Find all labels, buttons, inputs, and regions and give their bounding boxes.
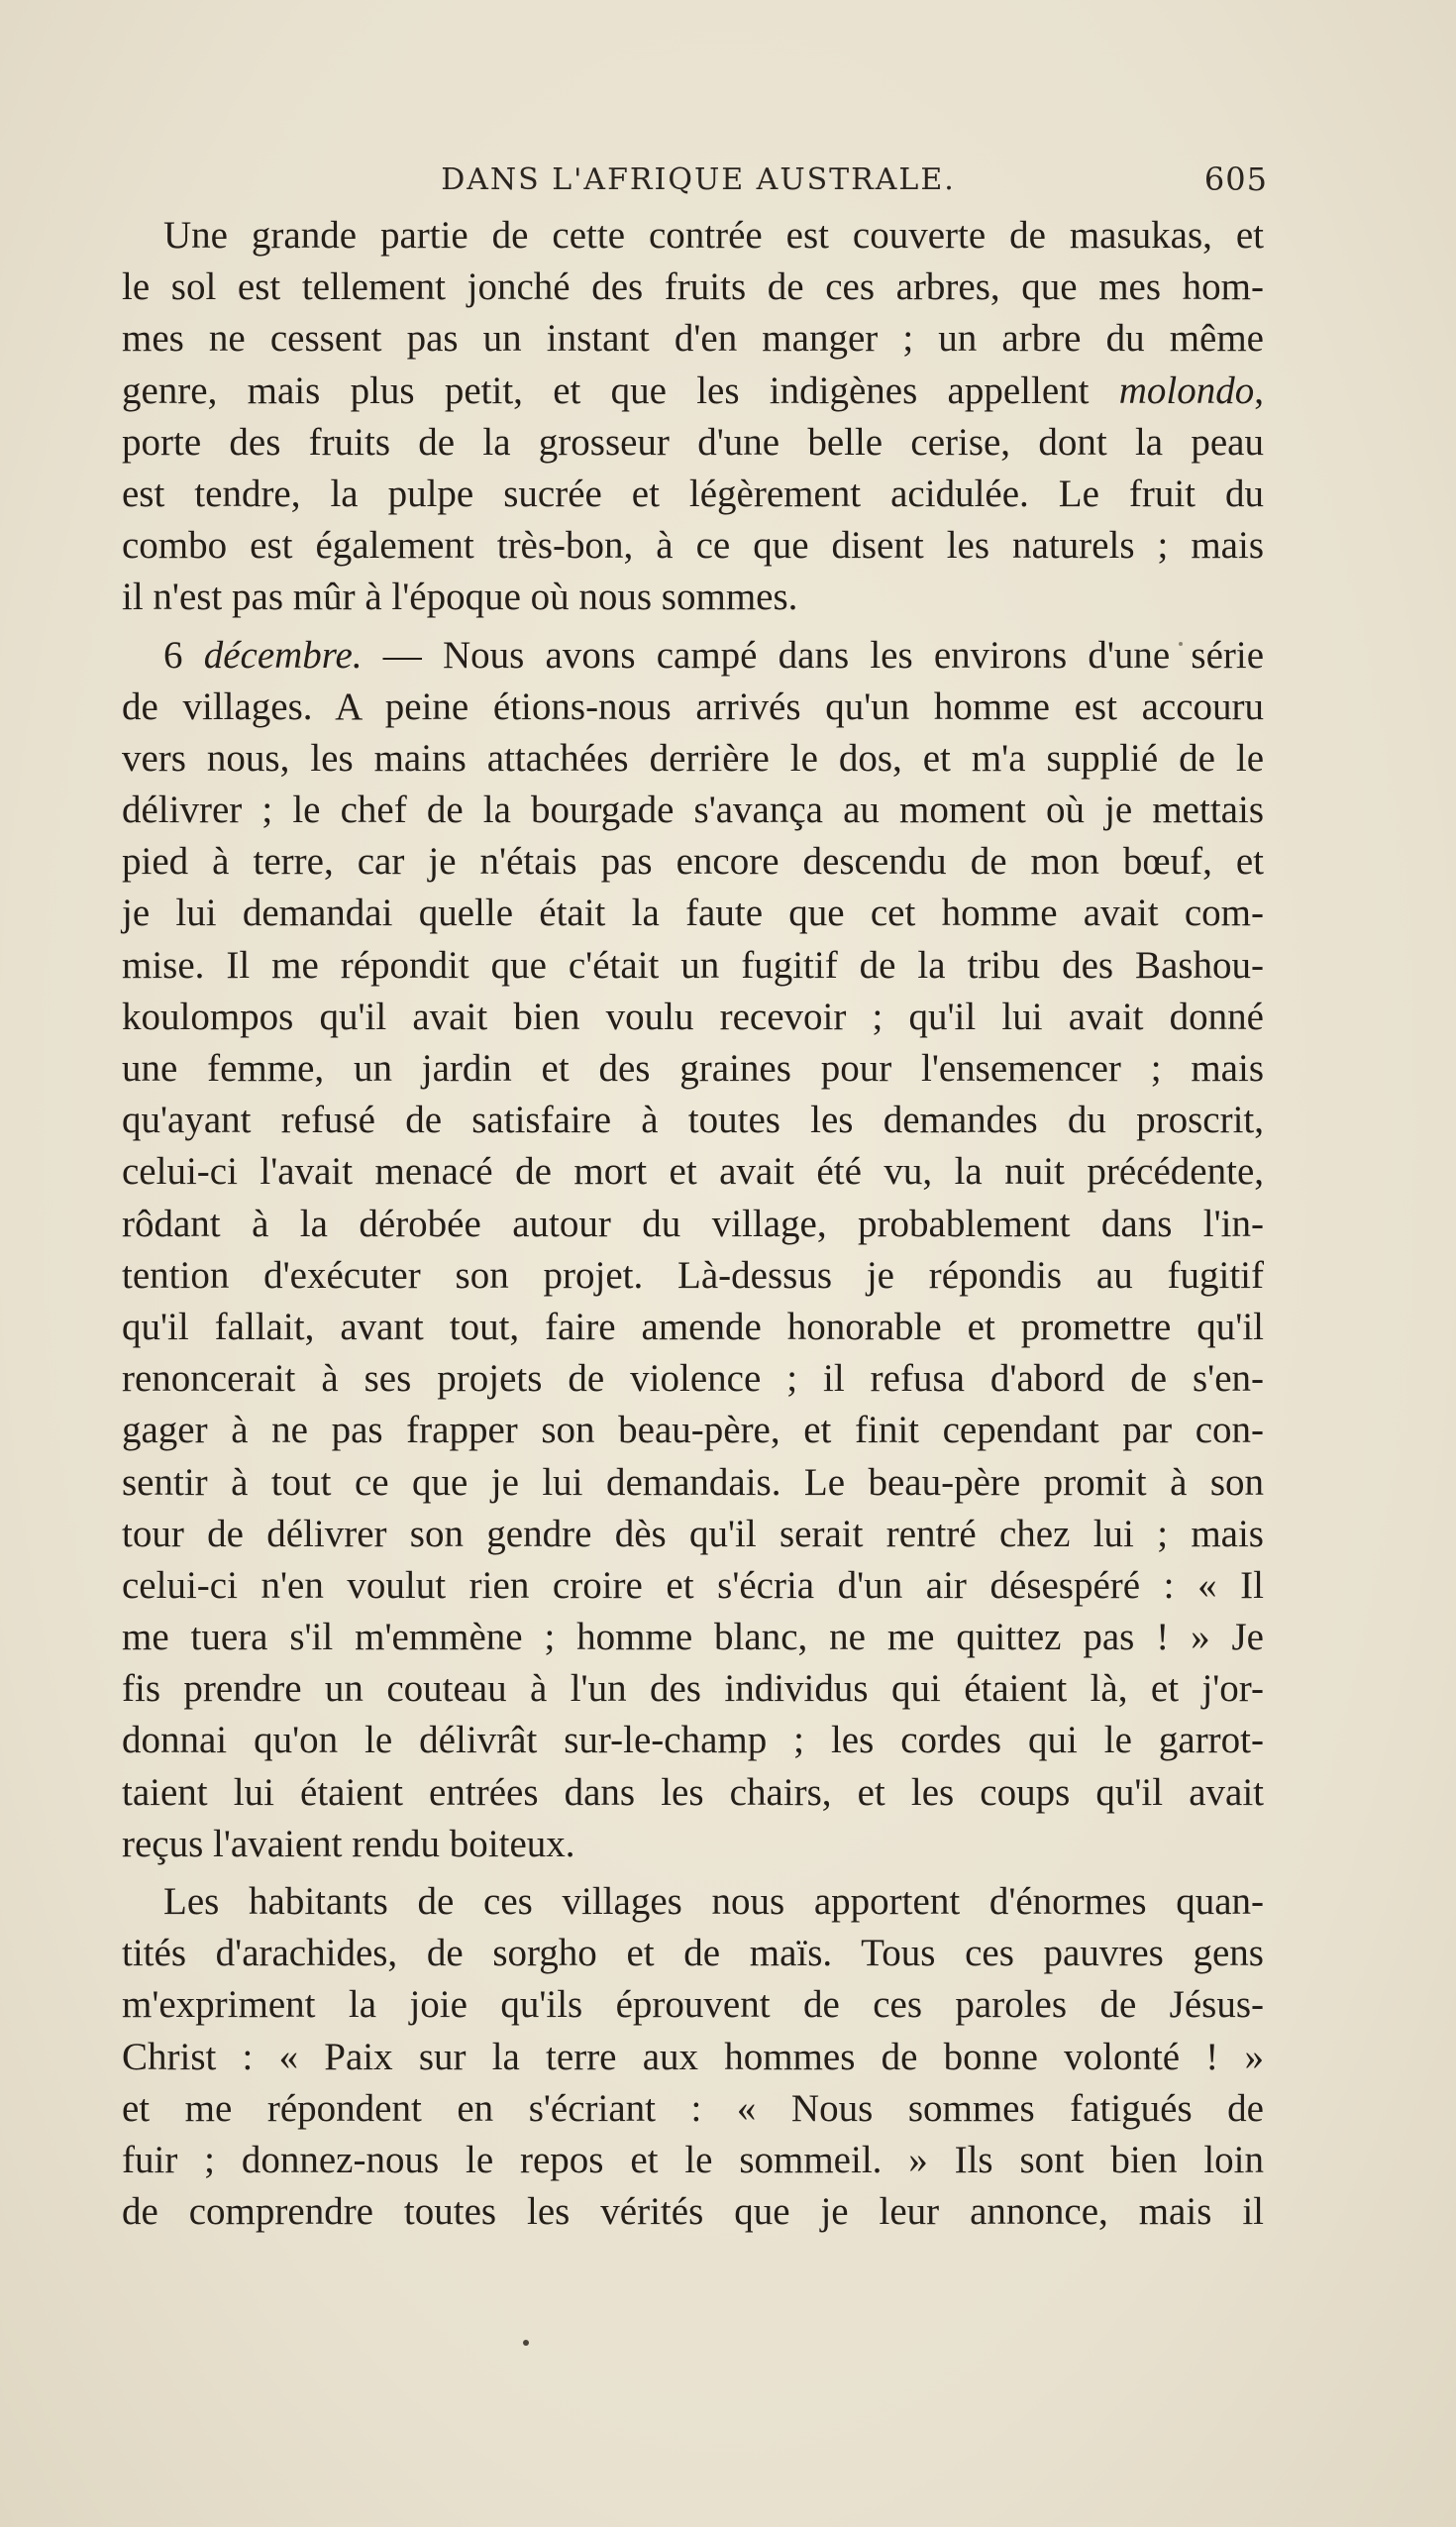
text-line: m'expriment la joie qu'ils éprouvent de ces paroles de Jésus- [122, 1983, 1264, 2027]
ink-dot [523, 2340, 529, 2346]
text-line: pied à terre, car je n'étais pas encore descendu de mon bœuf, et [122, 840, 1264, 884]
body-text [122, 210, 1264, 2238]
text-line: délivrer ; le chef de la bourgade s'avança au moment où je mettais [122, 789, 1264, 832]
text-line: celui-ci n'en voulut rien croire et s'écria d'un air désespéré : « Il [122, 1563, 1264, 1607]
text-line: taient lui étaient entrées dans les chairs, et les coups qu'il avait [122, 1770, 1264, 1814]
page-number: 605 [1203, 160, 1268, 198]
text-line: mise. Il me répondit que c'était un fugitif de la tribu des Bashou- [122, 943, 1264, 987]
text-line: donnai qu'on le délivrât sur-le-champ ; les cordes qui le garrot- [122, 1719, 1264, 1762]
text-line: tités d'arachides, de sorgho et de maïs. Tous ces pauvres gens [122, 1932, 1264, 1975]
text-line: le sol est tellement jonché des fruits de ces arbres, que mes hom- [122, 265, 1264, 309]
text-line: et me répondent en s'écriant : « Nous sommes fatigués de [122, 2086, 1264, 2130]
text-line: genre, mais plus petit, et que les indigènes appellent molondo, [122, 369, 1264, 412]
text-line: est tendre, la pulpe sucrée et légèrement acidulée. Le fruit du [122, 472, 1264, 515]
text-line: porte des fruits de la grosseur d'une belle cerise, dont la peau [122, 420, 1264, 464]
text-line: qu'ayant refusé de satisfaire à toutes les demandes du proscrit, [122, 1099, 1264, 1142]
text-line: 6 décembre. — Nous avons campé dans les environs d'une série [163, 633, 1265, 677]
text-line: une femme, un jardin et des graines pour l'ensemencer ; mais [122, 1047, 1264, 1090]
text-line: il n'est pas mûr à l'époque où nous sommes. [122, 576, 798, 619]
text-line: sentir à tout ce que je lui demandais. Le beau-père promit à son [122, 1460, 1264, 1504]
text-line: celui-ci l'avait menacé de mort et avait été vu, la nuit précédente, [122, 1150, 1264, 1194]
text-line: vers nous, les mains attachées derrière le dos, et m'a supplié de le [122, 736, 1264, 780]
text-line: combo est également très-bon, à ce que disent les naturels ; mais [122, 524, 1264, 568]
text-line: tour de délivrer son gendre dès qu'il serait rentré chez lui ; mais [122, 1512, 1264, 1555]
text-line: gager à ne pas frapper son beau-père, et finit cependant par con- [122, 1409, 1264, 1452]
text-line: reçus l'avaient rendu boiteux. [122, 1822, 575, 1865]
text-line: je lui demandai quelle était la faute que cet homme avait com- [122, 892, 1264, 935]
text-line: fuir ; donnez-nous le repos et le sommeil. » Ils sont bien loin [122, 2138, 1264, 2181]
text-line: me tuera s'il m'emmène ; homme blanc, ne me quittez pas ! » Je [122, 1616, 1264, 1659]
text-line: fis prendre un couteau à l'un des individus qui étaient là, et j'or- [122, 1667, 1264, 1711]
running-head-title: DANS L'AFRIQUE AUSTRALE. [441, 162, 956, 197]
text-line: Les habitants de ces villages nous apportent d'énormes quan- [163, 1880, 1264, 1923]
text-line: rôdant à la dérobée autour du village, probablement dans l'in- [122, 1202, 1264, 1245]
text-line: de villages. A peine étions-nous arrivés qu'un homme est accouru [122, 684, 1264, 728]
running-head [129, 158, 1268, 208]
text-line: Christ : « Paix sur la terre aux hommes de bonne volonté ! » [122, 2035, 1264, 2078]
text-line: tention d'exécuter son projet. Là-dessus je répondis au fugitif [122, 1253, 1264, 1297]
text-line: mes ne cessent pas un instant d'en manger ; un arbre du même [122, 317, 1264, 361]
text-line: qu'il fallait, avant tout, faire amende honorable et promettre qu'il [122, 1305, 1264, 1348]
text-line: koulompos qu'il avait bien voulu recevoir ; qu'il lui avait donné [122, 995, 1264, 1038]
text-line: renoncerait à ses projets de violence ; il refusa d'abord de s'en- [122, 1357, 1264, 1401]
text-line: de comprendre toutes les vérités que je leur annonce, mais il [122, 2190, 1264, 2234]
text-line: Une grande partie de cette contrée est couverte de masukas, et [163, 214, 1264, 257]
